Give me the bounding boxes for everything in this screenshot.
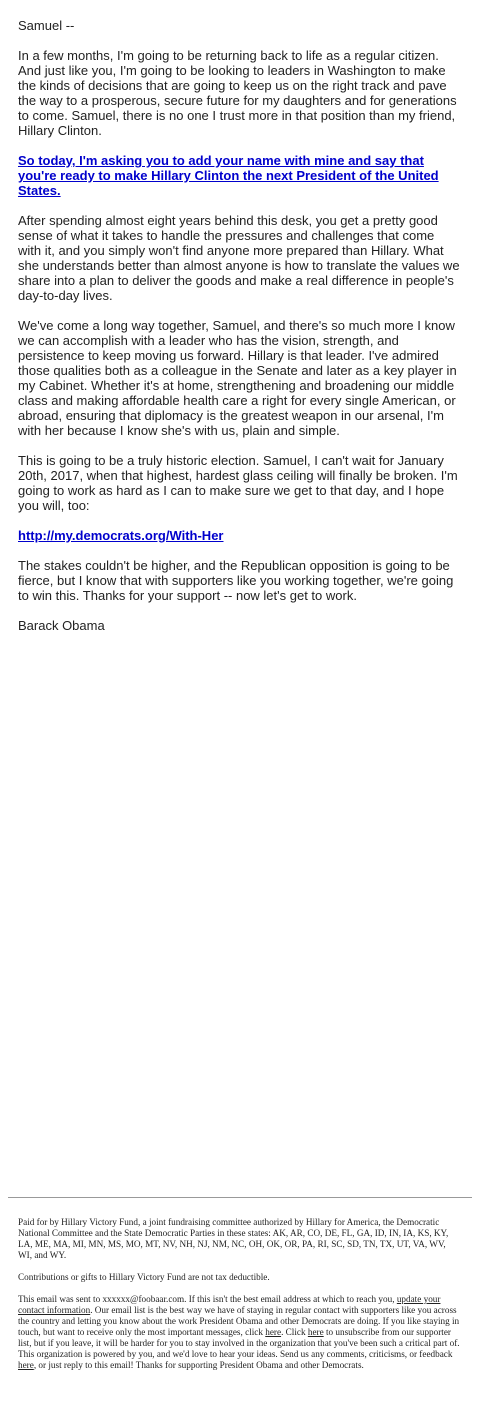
closing-text: , or just reply to this email! Thanks for supporting President Obama and other Democrats. bbox=[33, 1360, 364, 1370]
tax-deductible-note: Contributions or gifts to Hillary Victory Fund are not tax deductible. bbox=[18, 1272, 270, 1282]
sent-to-text: This email was sent to xxxxxx@foobaar.com. If this isn't the best email address at which to reach you, bbox=[18, 1294, 397, 1304]
signature: Barack Obama bbox=[18, 618, 105, 633]
list-info-text: . Our email list is the best way we have of staying in regular contact with supporters like you across the country and letting you know about the work President Obama and other Democrats are doing. If you like staying in touch, but want to receive only the most important messages, click bbox=[18, 1305, 460, 1337]
email-footer bbox=[18, 1217, 460, 1382]
email-body bbox=[18, 18, 460, 648]
important-messages-link[interactable]: here bbox=[265, 1327, 282, 1337]
unsubscribe-link[interactable]: here bbox=[307, 1327, 324, 1337]
click-text: . Click bbox=[281, 1327, 308, 1337]
body-paragraph: After spending almost eight years behind this desk, you get a pretty good sense of what it takes to handle the pressures and challenges that come with it, and you simply won't find anyone more prepared than Hillary. What she understands better than almost anyone is how to translate the values we share into a plan to deliver the goods and make a real difference in people's day-to-day lives. bbox=[18, 213, 460, 303]
salutation: Samuel -- bbox=[18, 18, 75, 33]
body-paragraph: This is going to be a truly historic election. Samuel, I can't wait for January 20th, 2017, when that highest, hardest glass ceiling will finally be broken. I'm going to work as hard as I can to make sure we get to that day, and I hope you will, too: bbox=[18, 453, 458, 513]
unsubscribe-text: to unsubscribe from our supporter list, but if you leave, it will be harder for you to stay involved in the organization that you've been such a critical part of. This organization is powered by you, and we'd love to hear your ideas. Send us any comments, criticisms, or feedback bbox=[18, 1327, 460, 1359]
paid-for-disclaimer: Paid for by Hillary Victory Fund, a joint fundraising committee authorized by Hillary for America, the Democratic National Committee and the State Democratic Parties in these states: AK, AR, CO, DE, FL, GA, ID, IN, IA, KS, KY, LA, ME, MA, MI, MN, MS, MO, MT, NV, NH, NJ, NM, NC, OH, OK, OR, PA, RI, SC, SD, TN, TX, UT, VA, WV, WI, and WY. bbox=[18, 1217, 449, 1260]
update-contact-link[interactable]: update your contact information bbox=[18, 1294, 441, 1315]
feedback-link[interactable]: here bbox=[18, 1360, 34, 1370]
subscription-notice bbox=[18, 1294, 460, 1371]
with-her-link[interactable]: http://my.democrats.org/With-Her bbox=[18, 528, 224, 543]
body-paragraph: In a few months, I'm going to be returning back to life as a regular citizen. And just like you, I'm going to be looking to leaders in Washington to make the kinds of decisions that are going to keep us on the right track and pave the way to a prosperous, secure future for my daughters and for generations to come. Samuel, there is no one I trust more in that position than my friend, Hillary Clinton. bbox=[18, 48, 457, 138]
sign-on-link[interactable]: So today, I'm asking you to add your name with mine and say that you're ready to make Hillary Clinton the next President of the United States. bbox=[18, 153, 439, 198]
footer-divider bbox=[8, 1197, 472, 1198]
cta-paragraph bbox=[18, 153, 460, 198]
body-paragraph: The stakes couldn't be higher, and the Republican opposition is going to be fierce, but I know that with supporters like you working together, we're going to win this. Thanks for your support -- now let's get to work. bbox=[18, 558, 454, 603]
body-paragraph: We've come a long way together, Samuel, and there's so much more I know we can accomplish with a leader who has the vision, strength, and persistence to keep moving us forward. Hillary is that leader. I've admired those qualities both as a colleague in the Senate and later as a key player in my Cabinet. Whether it's at home, strengthening and broadening our middle class and making affordable health care a right for every single American, or abroad, ensuring that diplomacy is the greatest weapon in our arsenal, I'm with her because I know she's with us, plain and simple. bbox=[18, 318, 457, 438]
url-paragraph bbox=[18, 528, 460, 543]
